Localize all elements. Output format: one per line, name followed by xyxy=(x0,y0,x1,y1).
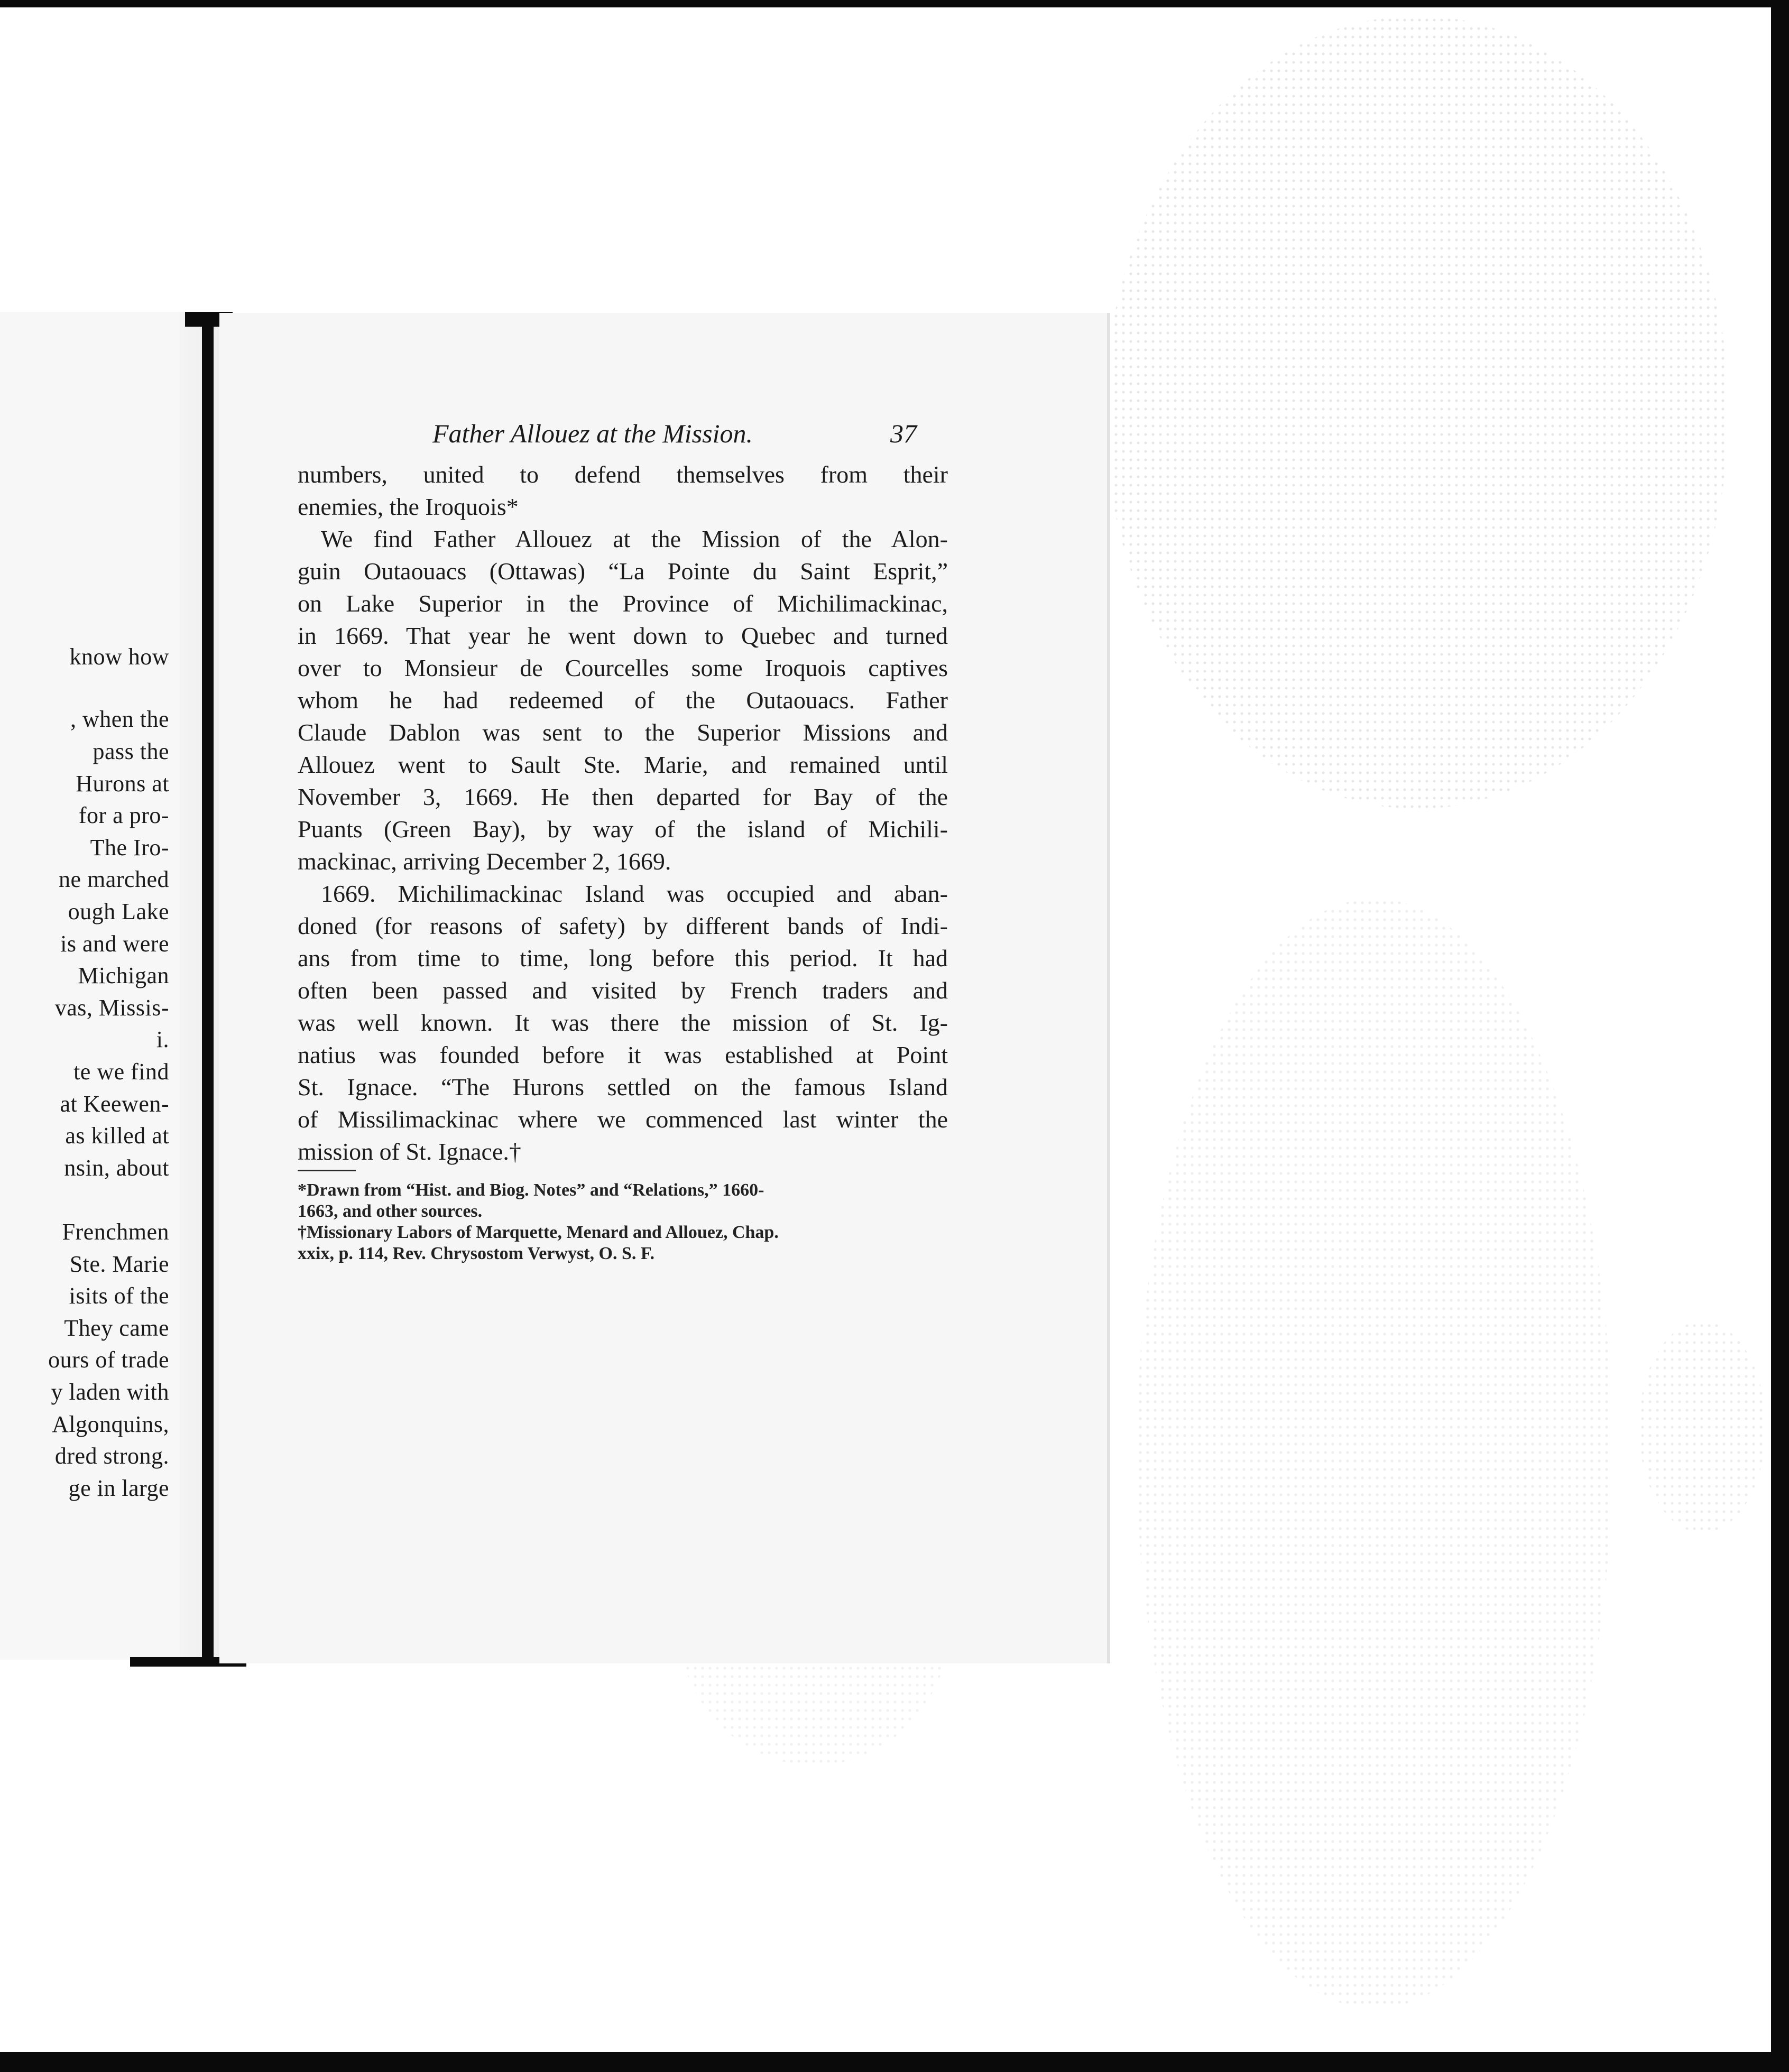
left-page-line: is and were xyxy=(60,931,169,957)
body-line: November 3, 1669. He then departed for Bay of the xyxy=(298,783,948,810)
body-line: whom he had redeemed of the Outaouacs. Father xyxy=(298,687,948,714)
body-line: St. Ignace. “The Hurons settled on the famous Island xyxy=(298,1074,948,1100)
left-page-line: ough Lake xyxy=(68,899,169,924)
left-page-line: as killed at xyxy=(65,1123,169,1149)
body-line: of Missilimackinac where we commenced last winter the xyxy=(298,1106,948,1133)
body-line: in 1669. That year he went down to Quebec and turned xyxy=(298,622,948,649)
body-line: Puants (Green Bay), by way of the island of Michili- xyxy=(298,816,948,843)
left-page-line: ours of trade xyxy=(48,1347,169,1373)
left-page-line: Ste. Marie xyxy=(69,1251,169,1277)
left-page-line: They came xyxy=(64,1315,169,1341)
body-line: Allouez went to Sault Ste. Marie, and remained until xyxy=(298,751,948,778)
left-page-line: Algonquins, xyxy=(52,1411,169,1437)
body-line: Claude Dablon was sent to the Superior Missions and xyxy=(298,719,948,746)
scan-noise xyxy=(1639,1321,1766,1533)
left-page-line: Frenchmen xyxy=(62,1219,169,1245)
body-line: over to Monsieur de Courcelles some Iroquois captives xyxy=(298,654,948,681)
body-line: We find Father Allouez at the Mission of the Alon- xyxy=(321,525,948,552)
scan-border-top xyxy=(0,0,1789,7)
body-line: natius was founded before it was established at Point xyxy=(298,1041,948,1068)
body-line: was well known. It was there the mission of St. Ig- xyxy=(298,1009,948,1036)
body-line: 1669. Michilimackinac Island was occupied and aban- xyxy=(321,880,948,907)
left-page-line: vas, Missis- xyxy=(54,995,169,1021)
scan-noise xyxy=(1105,16,1729,809)
body-line: ans from time to time, long before this period. It had xyxy=(298,945,948,972)
left-page xyxy=(0,312,180,1660)
body-line: guin Outaouacs (Ottawas) “La Pointe du Saint Esprit,” xyxy=(298,558,948,585)
left-page-line: The Iro- xyxy=(90,835,169,861)
body-line: mackinac, arriving December 2, 1669. xyxy=(298,848,671,875)
left-page-line: y laden with xyxy=(51,1379,169,1405)
footnote-line: †Missionary Labors of Marquette, Menard and Allouez, Chap. xyxy=(298,1223,779,1242)
left-page-line: nsin, about xyxy=(64,1155,169,1181)
page-number: 37 xyxy=(890,419,917,448)
left-page-line: ne marched xyxy=(59,866,169,892)
body-line: often been passed and visited by French traders and xyxy=(298,977,948,1004)
left-page-line: isits of the xyxy=(69,1283,169,1309)
left-page-line: for a pro- xyxy=(78,802,169,828)
body-line: on Lake Superior in the Province of Michilimackinac, xyxy=(298,590,948,617)
left-page-line: pass the xyxy=(93,738,169,764)
left-page-line: i. xyxy=(156,1026,169,1052)
left-page-line: dred strong. xyxy=(54,1443,169,1469)
footnote-line: *Drawn from “Hist. and Biog. Notes” and “Relations,” 1660- xyxy=(298,1180,764,1200)
scan-noise xyxy=(1137,899,1612,2009)
body-line: numbers, united to defend themselves from their xyxy=(298,461,948,488)
left-page-line: Michigan xyxy=(78,963,169,988)
left-page-line: Hurons at xyxy=(76,771,169,797)
gutter-shadow xyxy=(202,312,214,1662)
left-page-line: know how xyxy=(69,644,169,670)
body-line: doned (for reasons of safety) by different bands of Indi- xyxy=(298,912,948,939)
left-page-line: ge in large xyxy=(68,1475,169,1501)
footnote-line: 1663, and other sources. xyxy=(298,1201,483,1221)
footnote-rule xyxy=(298,1170,356,1171)
footnote-line: xxix, p. 114, Rev. Chrysostom Verwyst, O. S. F. xyxy=(298,1244,655,1263)
left-page-line: at Keewen- xyxy=(60,1091,169,1117)
body-line: enemies, the Iroquois* xyxy=(298,493,519,520)
scan-border-bottom xyxy=(0,2052,1789,2072)
scan-border-right xyxy=(1771,0,1789,2072)
left-page-line: , when the xyxy=(70,706,169,732)
body-line: mission of St. Ignace.† xyxy=(298,1138,521,1165)
running-head: Father Allouez at the Mission. xyxy=(432,419,753,448)
left-page-line: te we find xyxy=(73,1059,169,1085)
